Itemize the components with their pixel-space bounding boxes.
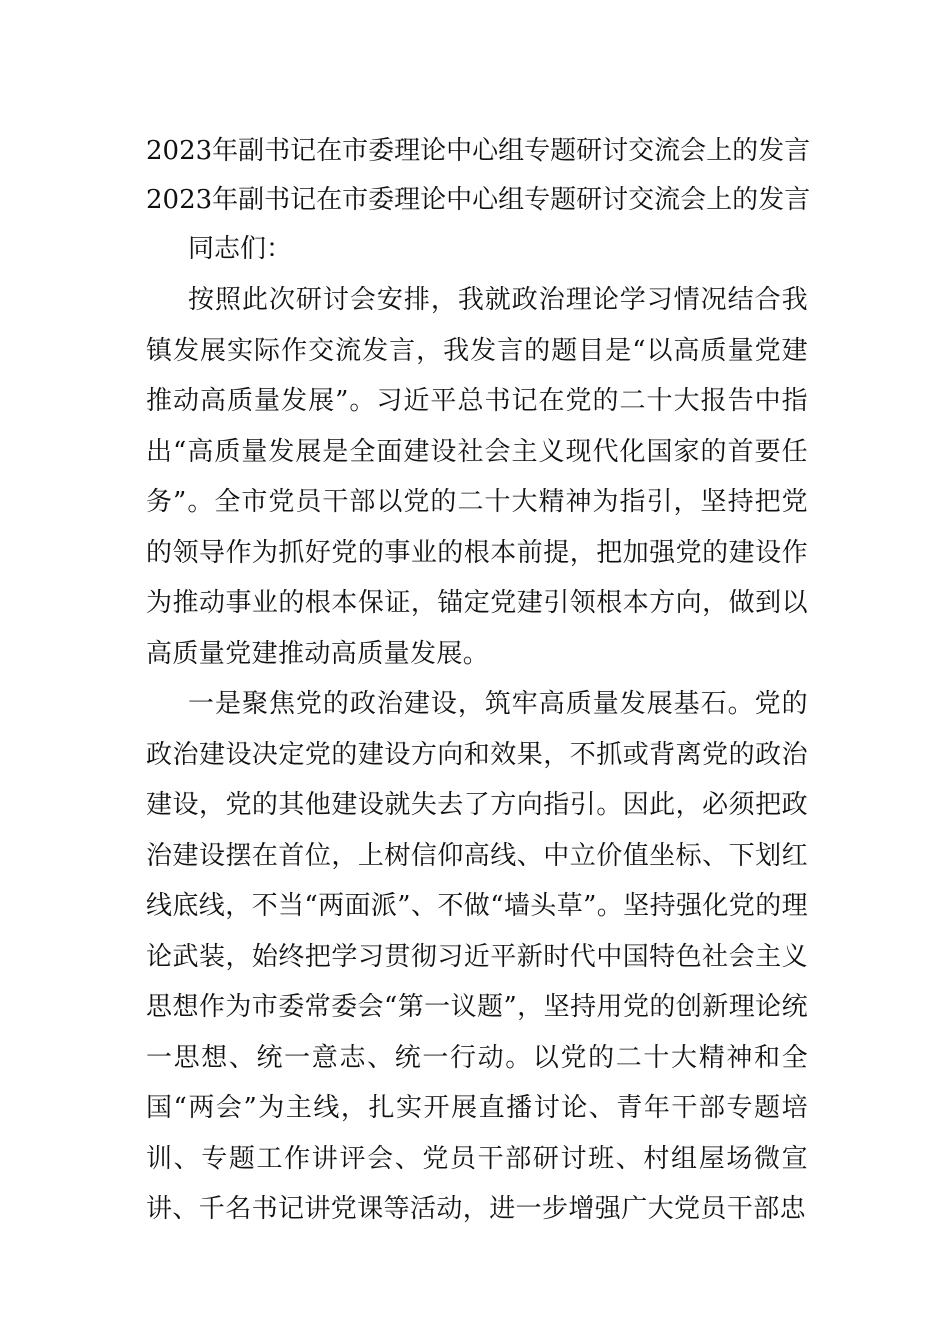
body-paragraph-2: 一是聚焦党的政治建设，筑牢高质量发展基石。党的政治建设决定党的建设方向和效果，不抓或背离党的政治建设，党的其他建设就失去了方向指引。因此，必须把政治建设摆在首位，上树信仰高线、中立价值坐标、下划红线底线，不当“两面派”、不做“墙头草”。坚持强化党的理论武装，始终把学习贯彻习近平新时代中国特色社会主义思想作为市委常委会“第一议题”，坚持用党的创新理论统一思想、统一意志、统一行动。以党的二十大精神和全国“两会”为主线，扎实开展直播讨论、青年干部专题培训、专题工作讲评会、党员干部研讨班、村组屋场微宣讲、千名书记讲党课等活动，进一步增强广大党员干部忠 — [146, 689, 808, 1224]
body-paragraph-1: 按照此次研讨会安排，我就政治理论学习情况结合我镇发展实际作交流发言，我发言的题目是“以高质量党建推动高质量发展”。习近平总书记在党的二十大报告中指出“高质量发展是全面建设社会主义现代化国家的首要任务”。全市党员干部以党的二十大精神为指引，坚持把党的领导作为抓好党的事业的根本前提，把加强党的建设作为推动事业的根本保证，锚定党建引领根本方向，做到以高质量党建推动高质量发展。 — [146, 285, 808, 669]
salutation: 同志们： — [188, 234, 293, 264]
document-title: 2023年副书记在市委理论中心组专题研讨交流会上的发言 — [146, 136, 811, 166]
document-title-repeat: 2023年副书记在市委理论中心组专题研讨交流会上的发言 — [146, 185, 811, 215]
